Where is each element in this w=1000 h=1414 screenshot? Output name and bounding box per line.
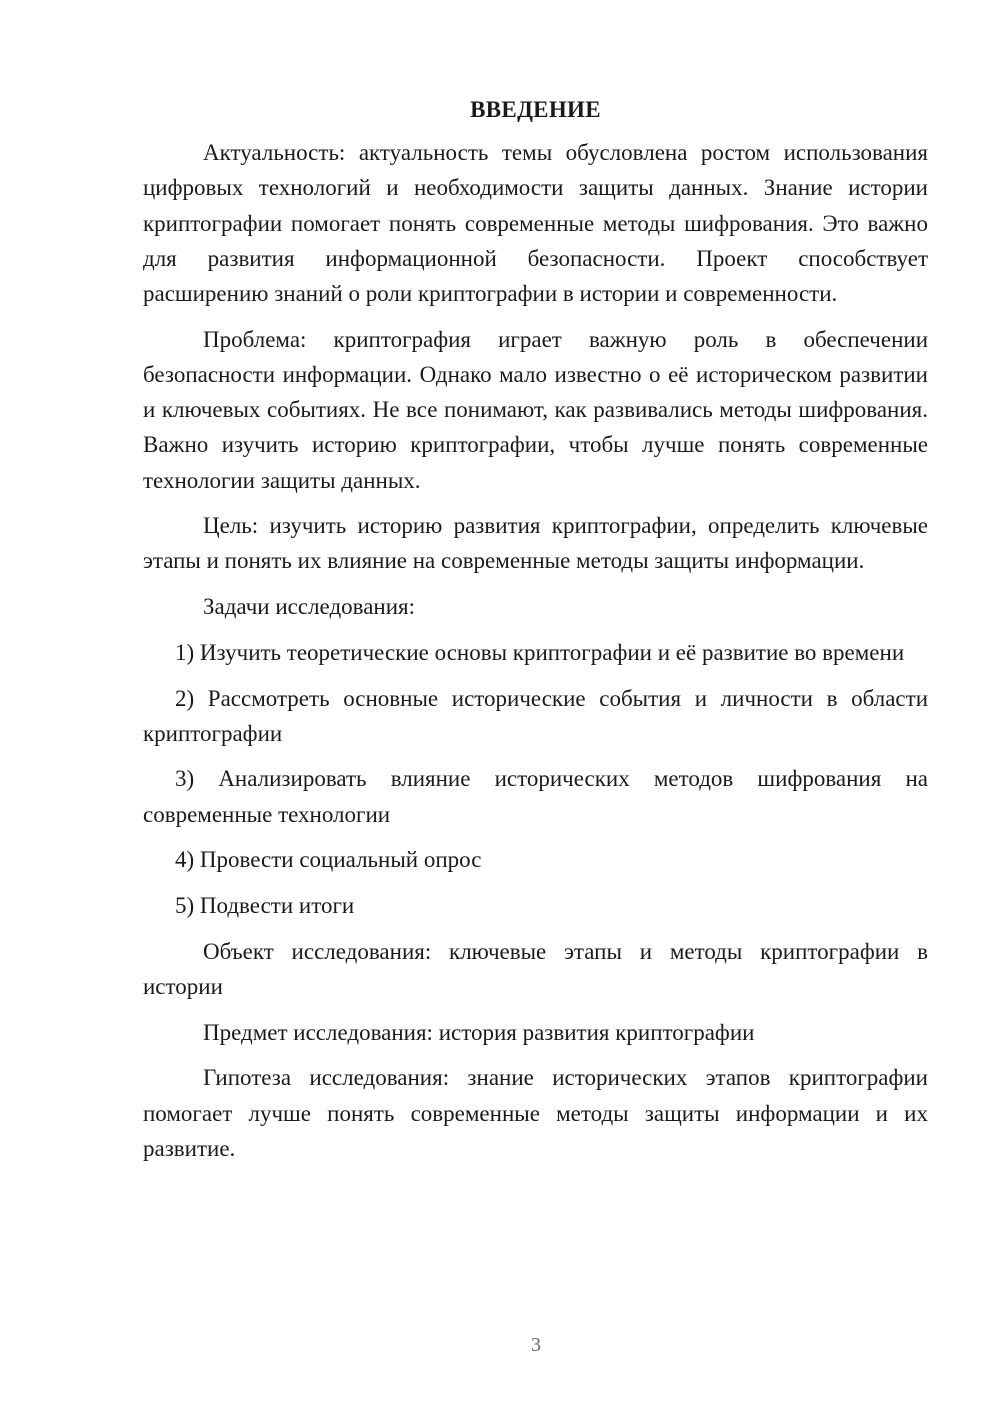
- task-item-3: 3) Анализировать влияние исторических методов шифрования на современные технологии: [143, 766, 928, 827]
- paragraph-problem: Проблема: криптография играет важную роль в обеспечении безопасности информации. Однако мало известно о её историческом развитии и ключевых событиях. Не все понимают, как развивались методы шифрования. Важно изучить историю криптографии, чтобы лучше понять современные технологии защиты данных.: [143, 326, 928, 493]
- task-item-5: 5) Подвести итоги: [175, 893, 355, 919]
- paragraph-relevance: Актуальность: актуальность темы обусловлена ростом использования цифровых технологий и необходимости защиты данных. Знание истории криптографии помогает понять современные методы шифрования. Это важно для развития информационной безопасности. Проект способствует расширению знаний о роли криптографии в истории и современности.: [143, 140, 928, 307]
- page-number: 3: [531, 1334, 541, 1356]
- page-title: ВВЕДЕНИЕ: [470, 97, 601, 122]
- paragraph-goal: Цель: изучить историю развития криптографии, определить ключевые этапы и понять их влияние на современные методы защиты информации.: [143, 513, 928, 574]
- tasks-heading: Задачи исследования:: [203, 594, 416, 620]
- task-item-2: 2) Рассмотреть основные исторические события и личности в области криптографии: [143, 685, 928, 746]
- task-item-4: 4) Провести социальный опрос: [175, 847, 482, 873]
- paragraph-hypothesis: Гипотеза исследования: знание исторических этапов криптографии помогает лучше понять современные методы защиты информации и их развитие.: [143, 1065, 928, 1161]
- task-item-1: 1) Изучить теоретические основы криптографии и её развитие во времени: [175, 639, 905, 665]
- paragraph-subject: Предмет исследования: история развития криптографии: [203, 1019, 755, 1045]
- paragraph-object: Объект исследования: ключевые этапы и методы криптографии в истории: [143, 938, 928, 999]
- page-body: [143, 92, 928, 1176]
- task-list: [143, 635, 928, 923]
